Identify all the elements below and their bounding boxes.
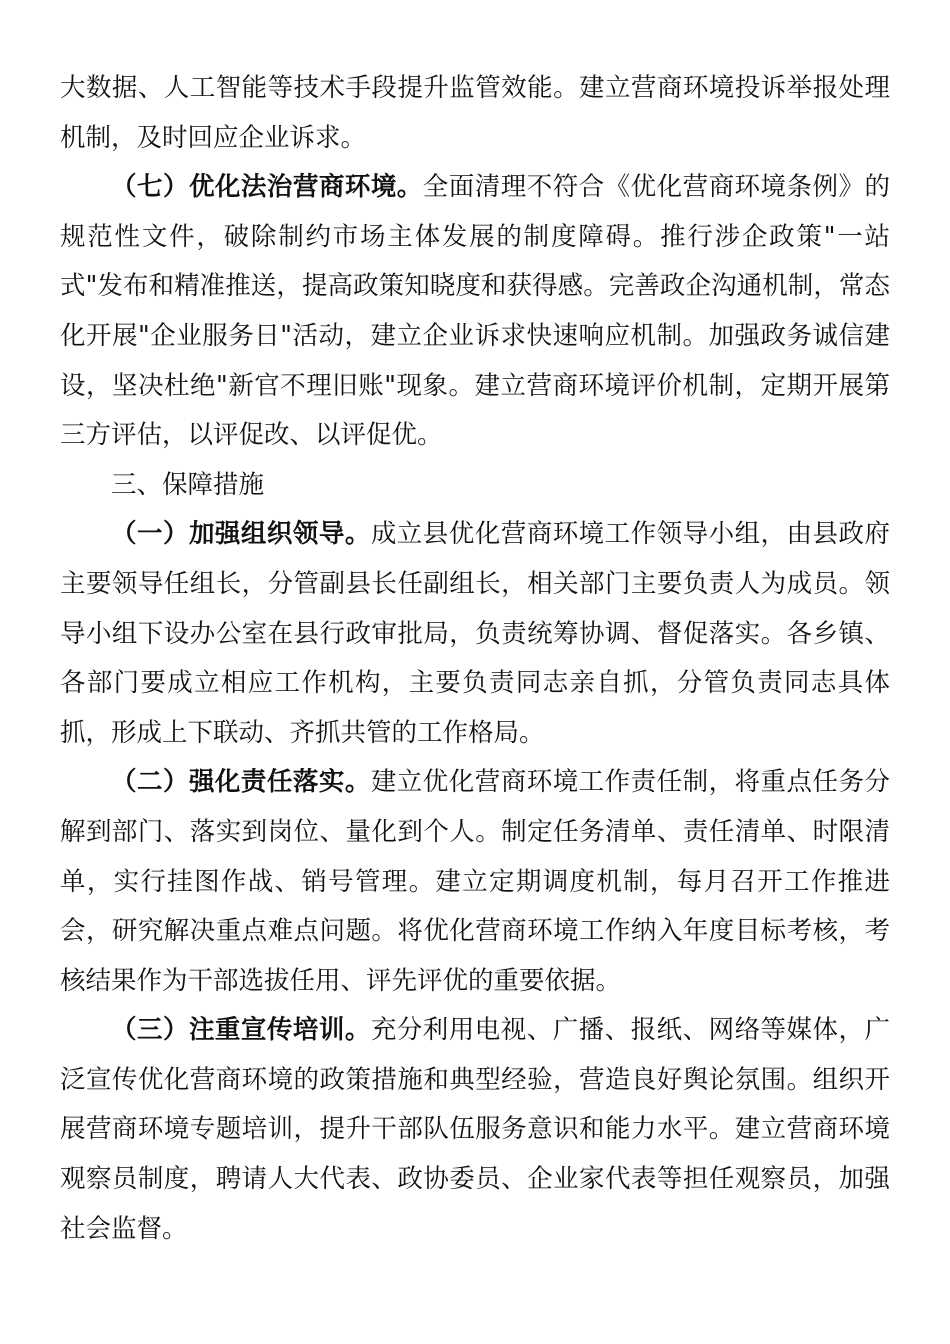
paragraph-item-2 (60, 758, 890, 1006)
paragraph-lead-heading: （七）优化法治营商环境。 (111, 172, 423, 203)
paragraph-lead-heading: （一）加强组织领导。 (111, 519, 371, 550)
paragraph-lead-heading: （二）强化责任落实。 (111, 767, 371, 798)
paragraph-text: 充分利用电视、广播、报纸、网络等媒体，广泛宣传优化营商环境的政策措施和典型经验，营造良好舆论氛围。组织开展营商环境专题培训，提升干部队伍服务意识和能力水平。建立营商环境观察员制度，聘请人大代表、政协委员、企业家代表等担任观察员，加强社会监督。 (60, 1015, 890, 1244)
paragraph-text: 大数据、人工智能等技术手段提升监管效能。建立营商环境投诉举报处理机制，及时回应企业诉求。 (60, 73, 890, 153)
paragraph-item-7 (60, 163, 890, 461)
paragraph-continuation (60, 64, 890, 163)
paragraph-text: 成立县优化营商环境工作领导小组，由县政府主要领导任组长，分管副县长任副组长，相关部门主要负责人为成员。领导小组下设办公室在县行政审批局，负责统筹协调、督促落实。各乡镇、各部门要成立相应工作机构，主要负责同志亲自抓，分管负责同志具体抓，形成上下联动、齐抓共管的工作格局。 (60, 519, 890, 748)
paragraph-text: 全面清理不符合《优化营商环境条例》的规范性文件，破除制约市场主体发展的制度障碍。推行涉企政策"一站式"发布和精准推送，提高政策知晓度和获得感。完善政企沟通机制，常态化开展"企业服务日"活动，建立企业诉求快速响应机制。加强政务诚信建设，坚决杜绝"新官不理旧账"现象。建立营商环境评价机制，定期开展第三方评估，以评促改、以评促优。 (60, 172, 890, 451)
paragraph-lead-heading: （三）注重宣传培训。 (111, 1015, 371, 1046)
paragraph-item-1 (60, 510, 890, 758)
paragraph-item-3 (60, 1006, 890, 1254)
section-heading (60, 461, 890, 511)
section-heading-text: 三、保障措施 (111, 469, 265, 500)
document-page (60, 64, 890, 1254)
paragraph-text: 建立优化营商环境工作责任制，将重点任务分解到部门、落实到岗位、量化到个人。制定任务清单、责任清单、时限清单，实行挂图作战、销号管理。建立定期调度机制，每月召开工作推进会，研究解决重点难点问题。将优化营商环境工作纳入年度目标考核，考核结果作为干部选拔任用、评先评优的重要依据。 (60, 767, 890, 996)
